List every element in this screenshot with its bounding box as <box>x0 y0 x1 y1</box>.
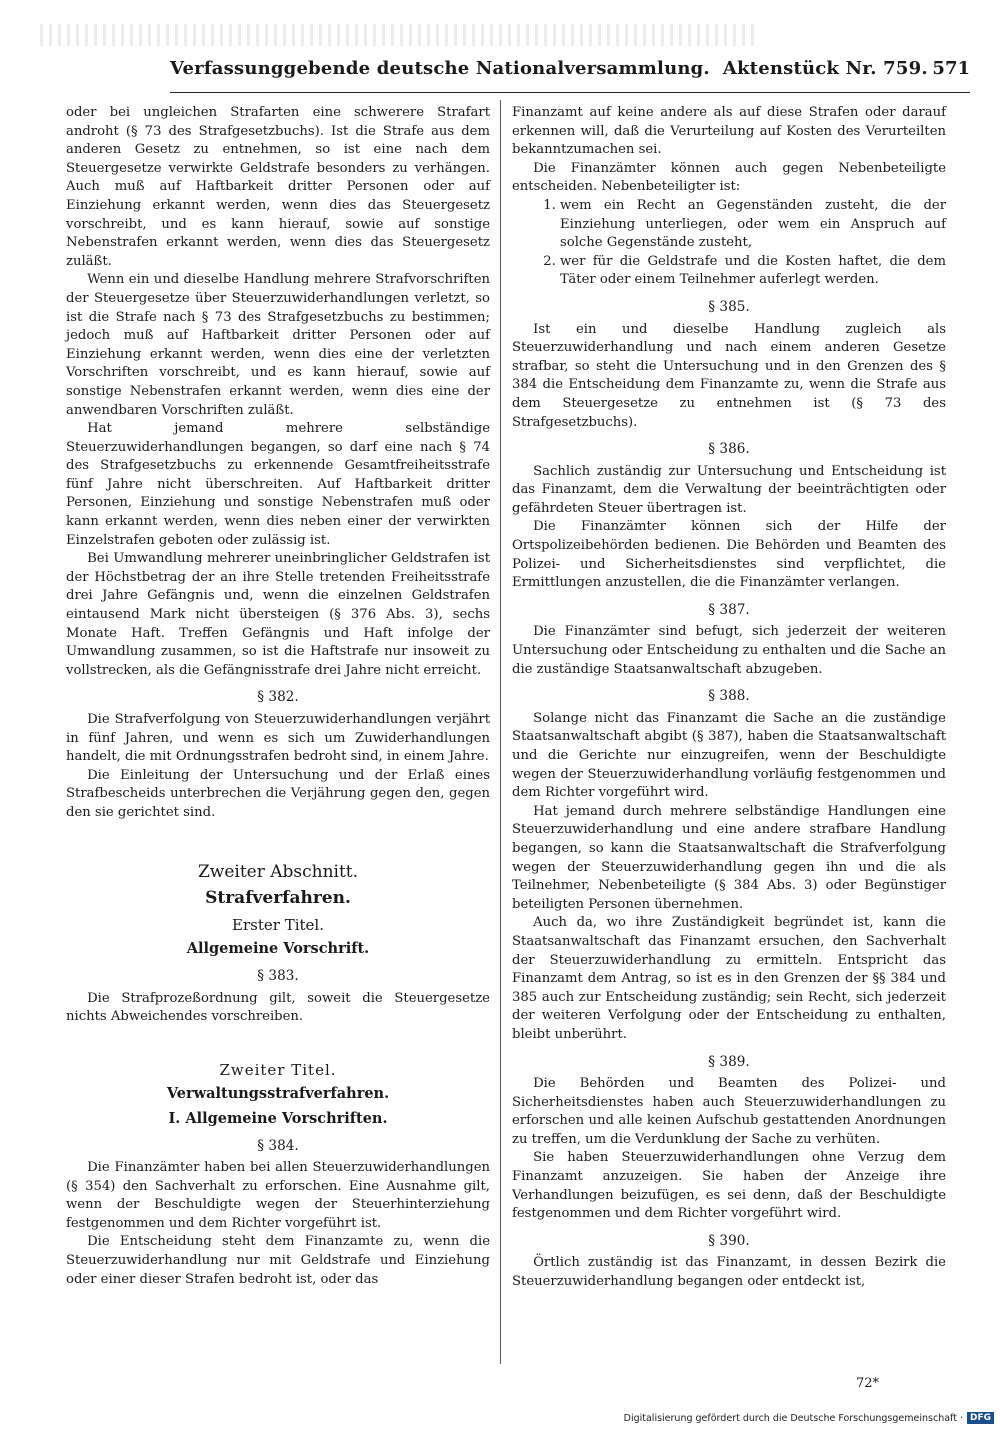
section-heading-388: § 388. <box>708 688 750 705</box>
paragraph: Ist ein und dieselbe Handlung zugleich als Steuerzuwiderhandlung und nach einem anderen Gesetze strafbar, so steht die Untersuchung und in den Grenzen des § 384 die Entscheidung dem Finanzamte zu, wenn die Strafe aus dem Steuergesetze zu entnehmen ist (§ 73 des Strafgesetzbuchs). <box>512 321 946 430</box>
section-heading-386: § 386. <box>708 441 750 458</box>
paragraph: Die Strafverfolgung von Steuerzuwiderhandlungen verjährt in fünf Jahren, und wenn es sich um Zuwiderhandlungen handelt, die mit Ordnungsstrafen bedroht sind, in einem Jahre. <box>66 712 490 765</box>
paragraph: Die Finanzämter können sich der Hilfe der Ortspolizeibehörden bedienen. Die Behörden und Beamten des Polizei- und Sicherheitsdienstes sind verpflichtet, die Ermittlungen anzustellen, die die Finanzämter verlangen. <box>512 519 946 591</box>
title-heading-1: Erster Titel. <box>232 915 324 934</box>
list-item: 2. wer für die Geldstrafe und die Kosten haftet, die dem Täter oder einem Teilnehmer auferlegt werden. <box>560 253 946 290</box>
left-column <box>66 104 490 1289</box>
paragraph: Sachlich zuständig zur Untersuchung und Entscheidung ist das Finanzamt, dem die Verwaltung der beeinträchtigten oder gefährdeten Steuer übertragen ist. <box>512 463 946 516</box>
document-reference: Aktenstück Nr. 759. <box>722 58 928 79</box>
dfg-logo: DFG <box>967 1412 994 1424</box>
subsection-heading: I. Allgemeine Vorschriften. <box>168 1109 388 1127</box>
column-divider <box>500 100 501 1364</box>
paragraph: Solange nicht das Finanzamt die Sache an die zuständige Staatsanwaltschaft abgibt (§ 387), haben die Staatsanwaltschaft und die Gerichte nur einzugreifen, wenn der Beschuldigte wegen der Steuerzuwiderhandlung vorläufig festgenommen und dem Richter vorgeführt wird. <box>512 710 946 801</box>
section-heading-387: § 387. <box>708 601 750 618</box>
part-title: Strafverfahren. <box>205 888 351 909</box>
digitization-footer <box>624 1412 994 1424</box>
paragraph: Sie haben Steuerzuwiderhandlungen ohne Verzug dem Finanzamt anzuzeigen. Sie haben der Anzeige ihre Verhandlungen beizufügen, es sei denn, daß der Beschuldigte festgenommen und dem Richter vorgeführt wird. <box>512 1150 946 1222</box>
paragraph: Die Einleitung der Untersuchung und der Erlaß eines Strafbescheids unterbrechen die Verjährung gegen den, gegen den sie gerichtet sind. <box>66 767 490 820</box>
paragraph: Auch da, wo ihre Zuständigkeit begründet ist, kann die Staatsanwaltschaft das Finanzamt ersuchen, den Sachverhalt der Steuerzuwiderhandlung zu ermitteln. Entspricht das Finanzamt dem Antrag, so ist es in den Grenzen der §§ 384 und 385 auch zur Entscheidung zuständig; sein Recht, sich jederzeit der weiteren Verfolgung oder der Entscheidung zu enthalten, bleibt unberührt. <box>512 915 946 1042</box>
section-heading-383: § 383. <box>257 967 299 984</box>
paragraph: Hat jemand mehrere selbständige Steuerzuwiderhandlungen begangen, so darf eine nach § 74 des Strafgesetzbuchs zu erkennende Gesamtfreiheitsstrafe fünf Jahre nicht überschreiten. Auf Haftbarkeit dritter Personen, Einziehung und sonstige Nebenstrafen muß oder kann erkannt werden, wenn dies neben einer der verwirkten Einzelstrafen geboten oder zulässig ist. <box>66 421 490 548</box>
title-heading-2: Zweiter Titel. <box>219 1060 337 1079</box>
paragraph: oder bei ungleichen Strafarten eine schwerere Strafart androht (§ 73 des Strafgesetzbuchs). Ist die Strafe aus dem anderen Gesetz zu entnehmen, so ist eine nach dem Steuergesetze verwirkte Geldstrafe besonders zu verhängen. Auch muß auf Haftbarkeit dritter Personen oder auf Einziehung erkannt werden, wenn dies das Steuergesetz vorschreibt, und es kann hierauf, sowie auf sonstige Nebenstrafen erkannt werden, wenn dies das Steuergesetz zuläßt. <box>66 105 490 269</box>
signature-mark: 72* <box>856 1376 880 1391</box>
page-header <box>170 58 970 93</box>
paragraph: Die Strafprozeßordnung gilt, soweit die Steuergesetze nichts Abweichendes vorschreiben. <box>66 990 490 1025</box>
section-heading-390: § 390. <box>708 1232 750 1249</box>
list-item: 1. wem ein Recht an Gegenständen zusteht, die der Einziehung unterliegen, oder wem ein Anspruch auf solche Gegenstände zusteht, <box>560 197 946 253</box>
paragraph: Die Entscheidung steht dem Finanzamte zu, wenn die Steuerzuwiderhandlung nur mit Geldstrafe und Einziehung oder einer dieser Strafen bedroht ist, oder das <box>66 1234 490 1287</box>
scan-noise <box>40 24 760 46</box>
part-heading: Zweiter Abschnitt. <box>197 861 359 882</box>
paragraph: Die Finanzämter sind befugt, sich jederzeit der weiteren Untersuchung oder Entscheidung zu enthalten und die Sache an die zuständige Staatsanwaltschaft abzugeben. <box>512 624 946 677</box>
title-name-2: Verwaltungsstrafverfahren. <box>166 1085 390 1103</box>
footer-text: Digitalisierung gefördert durch die Deutsche Forschungsgemeinschaft · <box>623 1412 963 1424</box>
section-heading-385: § 385. <box>708 298 750 315</box>
section-heading-389: § 389. <box>708 1053 750 1070</box>
running-title-text: Verfassunggebende deutsche Nationalversammlung. <box>170 58 710 79</box>
paragraph: Die Behörden und Beamten des Polizei- und Sicherheitsdienstes haben auch Steuerzuwiderhandlungen zu erforschen und alle keinen Aufschub gestattenden Anordnungen zu treffen, um die Verdunklung der Sache zu verhüten. <box>512 1076 946 1147</box>
right-column <box>512 104 946 1292</box>
page-number: 571 <box>932 58 970 79</box>
paragraph: Die Finanzämter haben bei allen Steuerzuwiderhandlungen (§ 354) den Sachverhalt zu erforschen. Eine Ausnahme gilt, wenn der Beschuldigte wegen der Steuerhinterziehung festgenommen und dem Richter vorgeführt ist. <box>66 1160 490 1231</box>
paragraph: Bei Umwandlung mehrerer uneinbringlicher Geldstrafen ist der Höchstbetrag der an ihre Stelle tretenden Freiheitsstrafe drei Jahre Gefängnis und, wenn die einzelnen Geldstrafen eintausend Mark nicht übersteigen (§ 376 Abs. 3), sechs Monate Haft. Treffen Gefängnis und Haft infolge der Umwandlung zusammen, so ist die Haftstrafe nur insoweit zu vollstrecken, als die Gefängnisstrafe drei Jahre nicht erreicht. <box>66 551 490 678</box>
paragraph: Wenn ein und dieselbe Handlung mehrere Strafvorschriften der Steuergesetze über Steuerzuwiderhandlungen verletzt, so ist die Strafe nach § 73 des Strafgesetzbuchs zu bestimmen; jedoch muß auf Haftbarkeit dritter Personen oder auf Einziehung erkannt werden, wenn dies eine der verletzten Vorschriften vorschreibt, und es kann hierauf, sowie auf sonstige Nebenstrafen erkannt werden, wenn dies eine der anwendbaren Vorschriften zuläßt. <box>66 272 490 418</box>
paragraph: Die Finanzämter können auch gegen Nebenbeteiligte entscheiden. Nebenbeteiligter ist: <box>512 160 946 195</box>
running-title <box>170 58 928 79</box>
paragraph: Finanzamt auf keine andere als auf diese Strafen oder darauf erkennen will, daß die Verurteilung auf Kosten des Verurteilten bekanntzumachen sei. <box>512 105 946 158</box>
title-name-1: Allgemeine Vorschrift. <box>186 940 370 958</box>
section-heading-384: § 384. <box>257 1137 299 1154</box>
numbered-list <box>512 197 946 290</box>
paragraph: Örtlich zuständig ist das Finanzamt, in dessen Bezirk die Steuerzuwiderhandlung begangen oder entdeckt ist, <box>512 1255 946 1290</box>
paragraph: Hat jemand durch mehrere selbständige Handlungen eine Steuerzuwiderhandlung und eine andere strafbare Handlung begangen, so kann die Staatsanwaltschaft die Strafverfolgung wegen der Steuerzuwiderhandlung gegen ihn und die als Teilnehmer, Nebenbeteiligte (§ 384 Abs. 3) oder Begünstiger beteiligten Personen übernehmen. <box>512 803 946 912</box>
section-heading-382: § 382. <box>257 689 299 706</box>
